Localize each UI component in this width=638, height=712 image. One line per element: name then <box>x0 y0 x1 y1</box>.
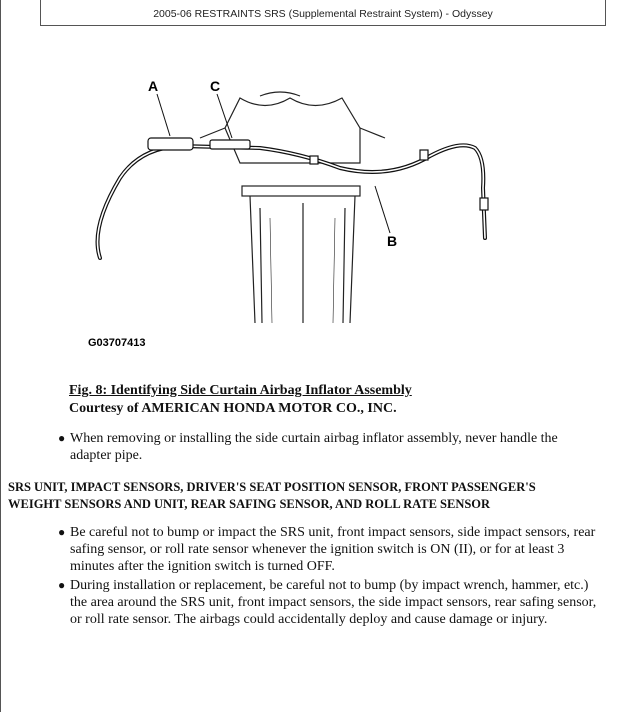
inflator-body <box>148 138 193 150</box>
list-item-text: Be careful not to bump or impact the SRS unit, front impact sensors, side impact sensors, rear safing sensor, or roll rate sensor whenever the ignition switch is ON (II), or for at least 3 minutes after the ignition switch is turned OFF. <box>70 525 596 574</box>
list-item <box>58 430 598 464</box>
list-item-text: When removing or installing the side curtain airbag inflator assembly, never handle the adapter pipe. <box>70 431 558 463</box>
list-item <box>58 524 598 575</box>
figure-caption <box>69 382 412 418</box>
figure-code: G03707413 <box>88 337 146 349</box>
page-header <box>40 0 606 26</box>
warning-list-1 <box>58 430 598 466</box>
leader-b <box>375 186 390 233</box>
warning-list-2 <box>58 524 598 630</box>
person-trousers <box>250 196 355 323</box>
bracket-3 <box>480 198 488 210</box>
list-item-text: During installation or replacement, be careful not to bump (by impact wrench, hammer, etc.) the area around the SRS unit, front impact sensors, the side impact sensors, rear safing sensor, or roll rate sensor. The airbags could accidentally deploy and cause damage or injury. <box>70 578 597 627</box>
section-heading: SRS UNIT, IMPACT SENSORS, DRIVER'S SEAT POSITION SENSOR, FRONT PASSENGER'S WEIGHT SENSORS AND UNIT, REAR SAFING SENSOR, AND ROLL RATE SENSOR <box>8 480 536 511</box>
page-border <box>0 0 1 712</box>
label-a: A <box>148 78 159 94</box>
bracket-2 <box>420 150 428 160</box>
bullet-icon: ● <box>58 578 66 592</box>
caption-title: Fig. 8: Identifying Side Curtain Airbag Inflator Assembly <box>69 383 412 398</box>
bracket-1 <box>310 156 318 164</box>
leader-c <box>217 94 232 138</box>
list-item <box>58 577 598 628</box>
label-b: B <box>387 233 398 249</box>
bullet-icon: ● <box>58 431 66 445</box>
adapter-pipe <box>210 140 250 149</box>
header-title: 2005-06 RESTRAINTS SRS (Supplemental Restraint System) - Odyssey <box>153 8 493 20</box>
caption-credit: Courtesy of AMERICAN HONDA MOTOR CO., INC. <box>69 401 397 416</box>
label-c: C <box>210 78 221 94</box>
person-belt <box>242 186 360 196</box>
leader-a <box>157 94 170 136</box>
inflator-tube <box>98 145 486 258</box>
person-head <box>260 92 300 96</box>
bullet-icon: ● <box>58 525 66 539</box>
airbag-inflator-illustration <box>60 68 510 358</box>
